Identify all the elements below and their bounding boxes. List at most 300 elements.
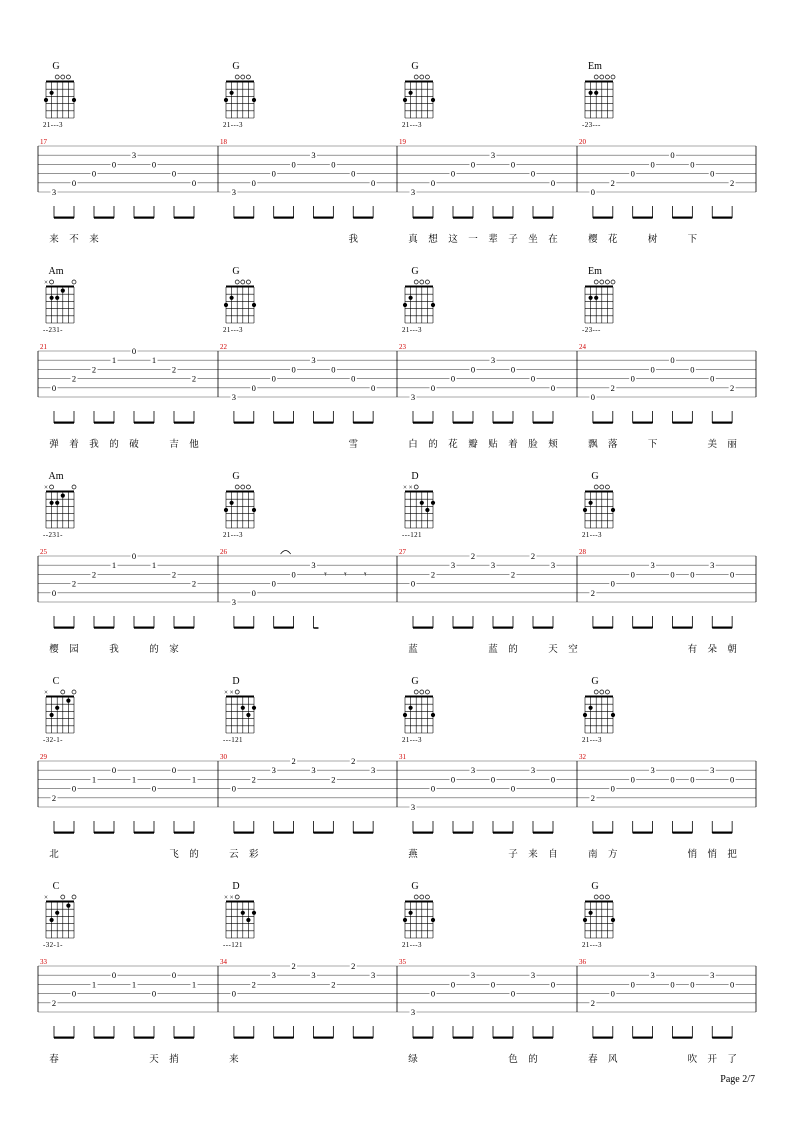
rest-symbol: 𝄾 xyxy=(363,569,367,581)
beam xyxy=(134,217,154,219)
lyric-char: 美 xyxy=(707,440,718,450)
muted-string-marker: × xyxy=(44,278,48,287)
beam xyxy=(453,422,473,424)
beam xyxy=(134,627,154,629)
finger-dot xyxy=(55,501,59,505)
finger-dot xyxy=(72,98,76,102)
finger-dot xyxy=(431,918,435,922)
fret-number: 0 xyxy=(91,168,97,179)
beam xyxy=(234,832,254,834)
fingering-label: 21---3 xyxy=(582,736,602,744)
lyric-char: 来 xyxy=(229,1055,239,1065)
fret-number: 0 xyxy=(430,988,436,999)
finger-dot xyxy=(589,91,593,95)
finger-dot xyxy=(252,98,256,102)
fret-number: 0 xyxy=(291,364,296,375)
finger-dot xyxy=(583,508,587,512)
fret-number: 0 xyxy=(71,988,77,999)
fret-number: 2 xyxy=(251,774,256,785)
measure-number: 17 xyxy=(40,138,47,146)
open-string-marker xyxy=(425,280,429,284)
beam xyxy=(274,422,294,424)
finger-dot xyxy=(55,706,59,710)
fret-number: 2 xyxy=(610,382,615,393)
fret-number: 1 xyxy=(131,774,137,785)
chord-name: G xyxy=(591,676,599,687)
beam xyxy=(413,1037,433,1039)
lyric-char: 来 xyxy=(89,235,99,245)
beam xyxy=(453,1037,473,1039)
fret-number: 0 xyxy=(650,159,655,170)
beam xyxy=(313,832,333,834)
beam xyxy=(234,217,254,219)
open-string-marker xyxy=(61,75,65,79)
lyric-char: 贴 xyxy=(488,440,498,450)
fret-number: 3 xyxy=(410,1007,416,1017)
lyric-char: 彩 xyxy=(249,850,259,860)
beam xyxy=(54,1037,74,1039)
fret-number: 0 xyxy=(291,569,296,580)
beam xyxy=(134,1037,154,1039)
chord-diagram xyxy=(402,266,435,334)
finger-dot xyxy=(403,303,407,307)
chord-name: G xyxy=(411,881,419,892)
fret-number: 3 xyxy=(710,560,715,571)
beam xyxy=(712,832,732,834)
fret-number: 0 xyxy=(630,774,635,785)
fret-number: 0 xyxy=(690,979,695,990)
fret-number: 0 xyxy=(450,774,456,785)
fret-number: 3 xyxy=(311,970,316,981)
fret-number: 0 xyxy=(490,979,496,990)
fret-number: 3 xyxy=(410,392,416,402)
lyric-char: 樱 xyxy=(588,235,598,245)
finger-dot xyxy=(50,713,54,717)
finger-dot xyxy=(61,289,65,293)
chord-diagram xyxy=(223,266,256,334)
beam xyxy=(633,217,653,219)
beam xyxy=(234,422,254,424)
measure-number: 19 xyxy=(399,138,406,146)
tie-arc xyxy=(281,551,291,555)
beam xyxy=(672,627,692,629)
fingering-label: 21---3 xyxy=(402,941,422,949)
open-string-marker xyxy=(420,75,424,79)
fret-number: 0 xyxy=(690,774,695,785)
open-string-marker xyxy=(66,75,70,79)
lyric-char: 朝 xyxy=(727,645,737,655)
lyric-char: 的 xyxy=(528,1055,538,1065)
beam xyxy=(94,217,114,219)
open-string-marker xyxy=(594,280,598,284)
beam xyxy=(593,1037,613,1039)
beam xyxy=(174,627,194,629)
chord-diagram xyxy=(582,61,615,129)
lyric-char: 子 xyxy=(508,235,518,245)
fret-number: 0 xyxy=(171,970,177,981)
finger-dot xyxy=(241,706,245,710)
fingering-label: 21---3 xyxy=(223,326,243,334)
fret-number: 0 xyxy=(51,382,57,393)
beam xyxy=(134,832,154,834)
open-string-marker xyxy=(600,895,604,899)
fret-number: 3 xyxy=(490,560,496,571)
finger-dot xyxy=(409,296,413,300)
lyric-char: 颊 xyxy=(548,440,558,450)
lyric-char: 风 xyxy=(608,1055,618,1065)
open-string-marker xyxy=(72,690,76,694)
fret-number: 3 xyxy=(490,150,496,161)
lyric-char: 自 xyxy=(548,850,558,860)
fret-number: 2 xyxy=(730,382,735,393)
beam xyxy=(493,217,513,219)
lyric-char: 子 xyxy=(508,850,518,860)
lyric-char: 一 xyxy=(468,235,478,245)
lyric-char: 园 xyxy=(69,645,79,655)
finger-dot xyxy=(589,296,593,300)
lyric-char: 有 xyxy=(687,645,698,655)
lyric-char: 我 xyxy=(348,235,359,245)
staff-system xyxy=(38,753,756,860)
fret-number: 0 xyxy=(410,578,416,589)
beam xyxy=(274,1037,294,1039)
open-string-marker xyxy=(241,280,245,284)
beam xyxy=(353,217,373,219)
fret-number: 3 xyxy=(450,560,456,571)
chord-name: Em xyxy=(588,266,602,277)
fret-number: 3 xyxy=(311,355,316,366)
chord-name: G xyxy=(232,61,240,72)
fret-number: 0 xyxy=(470,364,476,375)
fret-number: 3 xyxy=(470,970,476,981)
fret-number: 2 xyxy=(530,551,536,561)
fingering-label: -32-1- xyxy=(43,736,63,744)
fret-number: 3 xyxy=(650,970,655,981)
fret-number: 0 xyxy=(630,373,635,384)
fret-number: 0 xyxy=(331,364,336,375)
finger-dot xyxy=(230,501,234,505)
chord-diagram xyxy=(582,676,615,744)
fret-number: 2 xyxy=(430,569,436,580)
chord-diagram xyxy=(223,676,256,744)
fingering-label: 21---3 xyxy=(582,531,602,539)
staff-system xyxy=(38,138,756,245)
lyric-char: 着 xyxy=(69,440,79,450)
beam xyxy=(633,627,653,629)
fret-number: 0 xyxy=(231,988,237,999)
fingering-label: -23--- xyxy=(582,121,601,129)
chord-name: Em xyxy=(588,61,602,72)
fret-number: 0 xyxy=(550,177,556,188)
open-string-marker xyxy=(414,75,418,79)
beam xyxy=(94,422,114,424)
fret-number: 2 xyxy=(590,792,596,803)
lyric-char: 了 xyxy=(727,1055,737,1065)
measure-number: 28 xyxy=(579,548,586,556)
fret-number: 3 xyxy=(470,765,476,776)
chord-diagram xyxy=(43,471,76,539)
finger-dot xyxy=(241,911,245,915)
beam xyxy=(453,832,473,834)
fret-number: 0 xyxy=(131,346,137,356)
lyric-char: 弹 xyxy=(49,440,59,450)
fret-number: 0 xyxy=(510,364,516,375)
lyric-char: 樱 xyxy=(49,645,59,655)
open-string-marker xyxy=(605,280,609,284)
beam xyxy=(94,627,114,629)
fingering-label: 21---3 xyxy=(402,736,422,744)
fret-number: 2 xyxy=(91,364,97,375)
fret-number: 1 xyxy=(111,560,117,571)
chord-name: G xyxy=(411,61,419,72)
beam xyxy=(353,422,373,424)
chord-diagram xyxy=(223,471,256,539)
lyric-char: 不 xyxy=(69,235,79,245)
fret-number: 3 xyxy=(410,802,416,812)
fret-number: 2 xyxy=(51,792,57,803)
finger-dot xyxy=(50,91,54,95)
open-string-marker xyxy=(235,690,239,694)
fret-number: 0 xyxy=(450,168,456,179)
fret-number: 2 xyxy=(171,364,177,375)
lyric-char: 这 xyxy=(448,235,458,245)
lyric-char: 吉 xyxy=(169,440,179,450)
chord-name: D xyxy=(411,471,419,482)
beam xyxy=(274,217,294,219)
finger-dot xyxy=(66,699,70,703)
finger-dot xyxy=(403,713,407,717)
chord-name: G xyxy=(591,471,599,482)
finger-dot xyxy=(409,706,413,710)
fret-number: 1 xyxy=(151,560,157,571)
chord-diagram xyxy=(43,61,76,129)
open-string-marker xyxy=(235,485,239,489)
lyric-char: 蓝 xyxy=(408,645,418,655)
finger-dot xyxy=(252,911,256,915)
beam xyxy=(94,832,114,834)
beam xyxy=(633,422,653,424)
fret-number: 2 xyxy=(91,569,97,580)
open-string-marker xyxy=(605,690,609,694)
beam xyxy=(54,627,74,629)
open-string-marker xyxy=(50,280,54,284)
rest-symbol: 𝄾 xyxy=(324,569,327,581)
beam xyxy=(453,217,473,219)
finger-dot xyxy=(224,508,228,512)
beam xyxy=(353,832,373,834)
fret-number: 2 xyxy=(71,578,77,589)
fret-number: 0 xyxy=(710,168,715,179)
fret-number: 0 xyxy=(131,551,137,561)
open-string-marker xyxy=(61,895,65,899)
beam xyxy=(593,832,613,834)
fret-number: 0 xyxy=(151,988,157,999)
open-string-marker xyxy=(246,280,250,284)
lyric-char: 雪 xyxy=(348,440,359,450)
lyric-char: 花 xyxy=(608,235,618,245)
fret-number: 0 xyxy=(550,979,556,990)
chord-name: G xyxy=(411,266,419,277)
lyric-char: 吹 xyxy=(687,1055,698,1065)
fret-number: 0 xyxy=(171,168,177,179)
beam xyxy=(54,832,74,834)
open-string-marker xyxy=(605,485,609,489)
fret-number: 2 xyxy=(291,961,296,971)
lyric-char: 春 xyxy=(49,1055,59,1065)
fret-number: 1 xyxy=(111,355,117,366)
lyric-char: 辈 xyxy=(488,235,498,245)
fret-number: 3 xyxy=(271,970,276,981)
finger-dot xyxy=(50,296,54,300)
fret-number: 0 xyxy=(71,783,77,794)
fret-number: 1 xyxy=(151,355,157,366)
finger-dot xyxy=(431,501,435,505)
fret-number: 2 xyxy=(191,578,197,589)
lyric-char: 飘 xyxy=(588,440,598,450)
beam xyxy=(533,1037,553,1039)
fret-number: 0 xyxy=(530,168,536,179)
finger-dot xyxy=(431,98,435,102)
chord-name: D xyxy=(232,881,240,892)
measure-number: 22 xyxy=(220,343,227,351)
lyric-char: 悄 xyxy=(707,850,718,860)
fingering-label: 21---3 xyxy=(43,121,63,129)
fret-number: 0 xyxy=(630,979,635,990)
fret-number: 0 xyxy=(670,569,675,580)
lyric-char: 朵 xyxy=(707,645,718,655)
measure-number: 34 xyxy=(220,958,227,966)
open-string-marker xyxy=(420,280,424,284)
lyric-char: 他 xyxy=(189,440,199,450)
staff-system xyxy=(38,958,756,1065)
finger-dot xyxy=(50,918,54,922)
chord-diagram xyxy=(223,61,256,129)
finger-dot xyxy=(224,303,228,307)
open-string-marker xyxy=(611,75,615,79)
fret-number: 3 xyxy=(650,765,655,776)
fret-number: 3 xyxy=(131,150,137,161)
fret-number: 0 xyxy=(630,569,635,580)
finger-dot xyxy=(594,296,598,300)
fret-number: 0 xyxy=(450,373,456,384)
fret-number: 3 xyxy=(530,970,536,981)
open-string-marker xyxy=(235,895,239,899)
lyric-char: 绿 xyxy=(408,1055,418,1065)
finger-dot xyxy=(61,494,65,498)
open-string-marker xyxy=(414,895,418,899)
beam xyxy=(413,217,433,219)
muted-string-marker: × xyxy=(224,893,228,902)
open-string-marker xyxy=(72,895,76,899)
open-string-marker xyxy=(594,690,598,694)
lyric-char: 南 xyxy=(588,850,598,860)
fingering-label: --231- xyxy=(43,326,63,334)
fret-number: 0 xyxy=(191,177,197,188)
finger-dot xyxy=(252,303,256,307)
open-string-marker xyxy=(241,75,245,79)
fret-number: 2 xyxy=(510,569,516,580)
beam xyxy=(493,627,513,629)
beam xyxy=(672,1037,692,1039)
open-string-marker xyxy=(72,485,76,489)
lyric-char: 把 xyxy=(727,850,737,860)
chord-diagram xyxy=(582,881,615,949)
lyric-char: 捎 xyxy=(169,1055,179,1065)
muted-string-marker: × xyxy=(44,483,48,492)
finger-dot xyxy=(583,713,587,717)
fret-number: 0 xyxy=(450,979,456,990)
open-string-marker xyxy=(425,75,429,79)
fret-number: 0 xyxy=(610,988,615,999)
measure-number: 31 xyxy=(399,753,406,761)
open-string-marker xyxy=(600,75,604,79)
open-string-marker xyxy=(600,690,604,694)
fret-number: 0 xyxy=(670,774,675,785)
fret-number: 0 xyxy=(111,970,117,981)
beam xyxy=(493,422,513,424)
beam xyxy=(533,627,553,629)
fret-number: 3 xyxy=(311,765,316,776)
finger-dot xyxy=(55,296,59,300)
fret-number: 0 xyxy=(271,373,276,384)
fret-number: 0 xyxy=(430,177,436,188)
fret-number: 2 xyxy=(71,373,77,384)
measure-number: 23 xyxy=(399,343,406,351)
fret-number: 0 xyxy=(331,159,336,170)
finger-dot xyxy=(589,501,593,505)
fret-number: 0 xyxy=(730,569,735,580)
fret-number: 0 xyxy=(251,382,256,393)
muted-string-marker: × xyxy=(44,893,48,902)
staff-system xyxy=(38,548,756,655)
finger-dot xyxy=(583,918,587,922)
finger-dot xyxy=(230,296,234,300)
fret-number: 0 xyxy=(351,168,356,179)
measure-number: 36 xyxy=(579,958,586,966)
lyric-char: 坐 xyxy=(528,235,538,245)
fret-number: 0 xyxy=(291,159,296,170)
staff-system xyxy=(38,343,756,450)
lyric-char: 色 xyxy=(508,1055,518,1065)
lyric-char: 真 xyxy=(408,235,418,245)
fret-number: 1 xyxy=(191,774,197,785)
fret-number: 0 xyxy=(490,774,496,785)
beam xyxy=(274,832,294,834)
measure-number: 20 xyxy=(579,138,586,146)
fret-number: 0 xyxy=(151,159,157,170)
lyric-char: 悄 xyxy=(687,850,698,860)
finger-dot xyxy=(611,918,615,922)
finger-dot xyxy=(246,918,250,922)
lyric-char: 我 xyxy=(89,440,99,450)
lyric-char: 在 xyxy=(548,235,558,245)
lyric-char: 白 xyxy=(408,440,418,450)
fret-number: 0 xyxy=(251,587,256,598)
beam xyxy=(593,422,613,424)
lyric-char: 的 xyxy=(149,645,159,655)
fingering-label: -32-1- xyxy=(43,941,63,949)
muted-string-marker: × xyxy=(44,688,48,697)
fret-number: 2 xyxy=(191,373,197,384)
finger-dot xyxy=(50,501,54,505)
chord-name: G xyxy=(232,471,240,482)
fret-number: 0 xyxy=(71,177,77,188)
finger-dot xyxy=(224,98,228,102)
fret-number: 0 xyxy=(271,168,276,179)
beam xyxy=(313,422,333,424)
beam xyxy=(593,217,613,219)
lyric-char: 瓣 xyxy=(468,440,478,450)
